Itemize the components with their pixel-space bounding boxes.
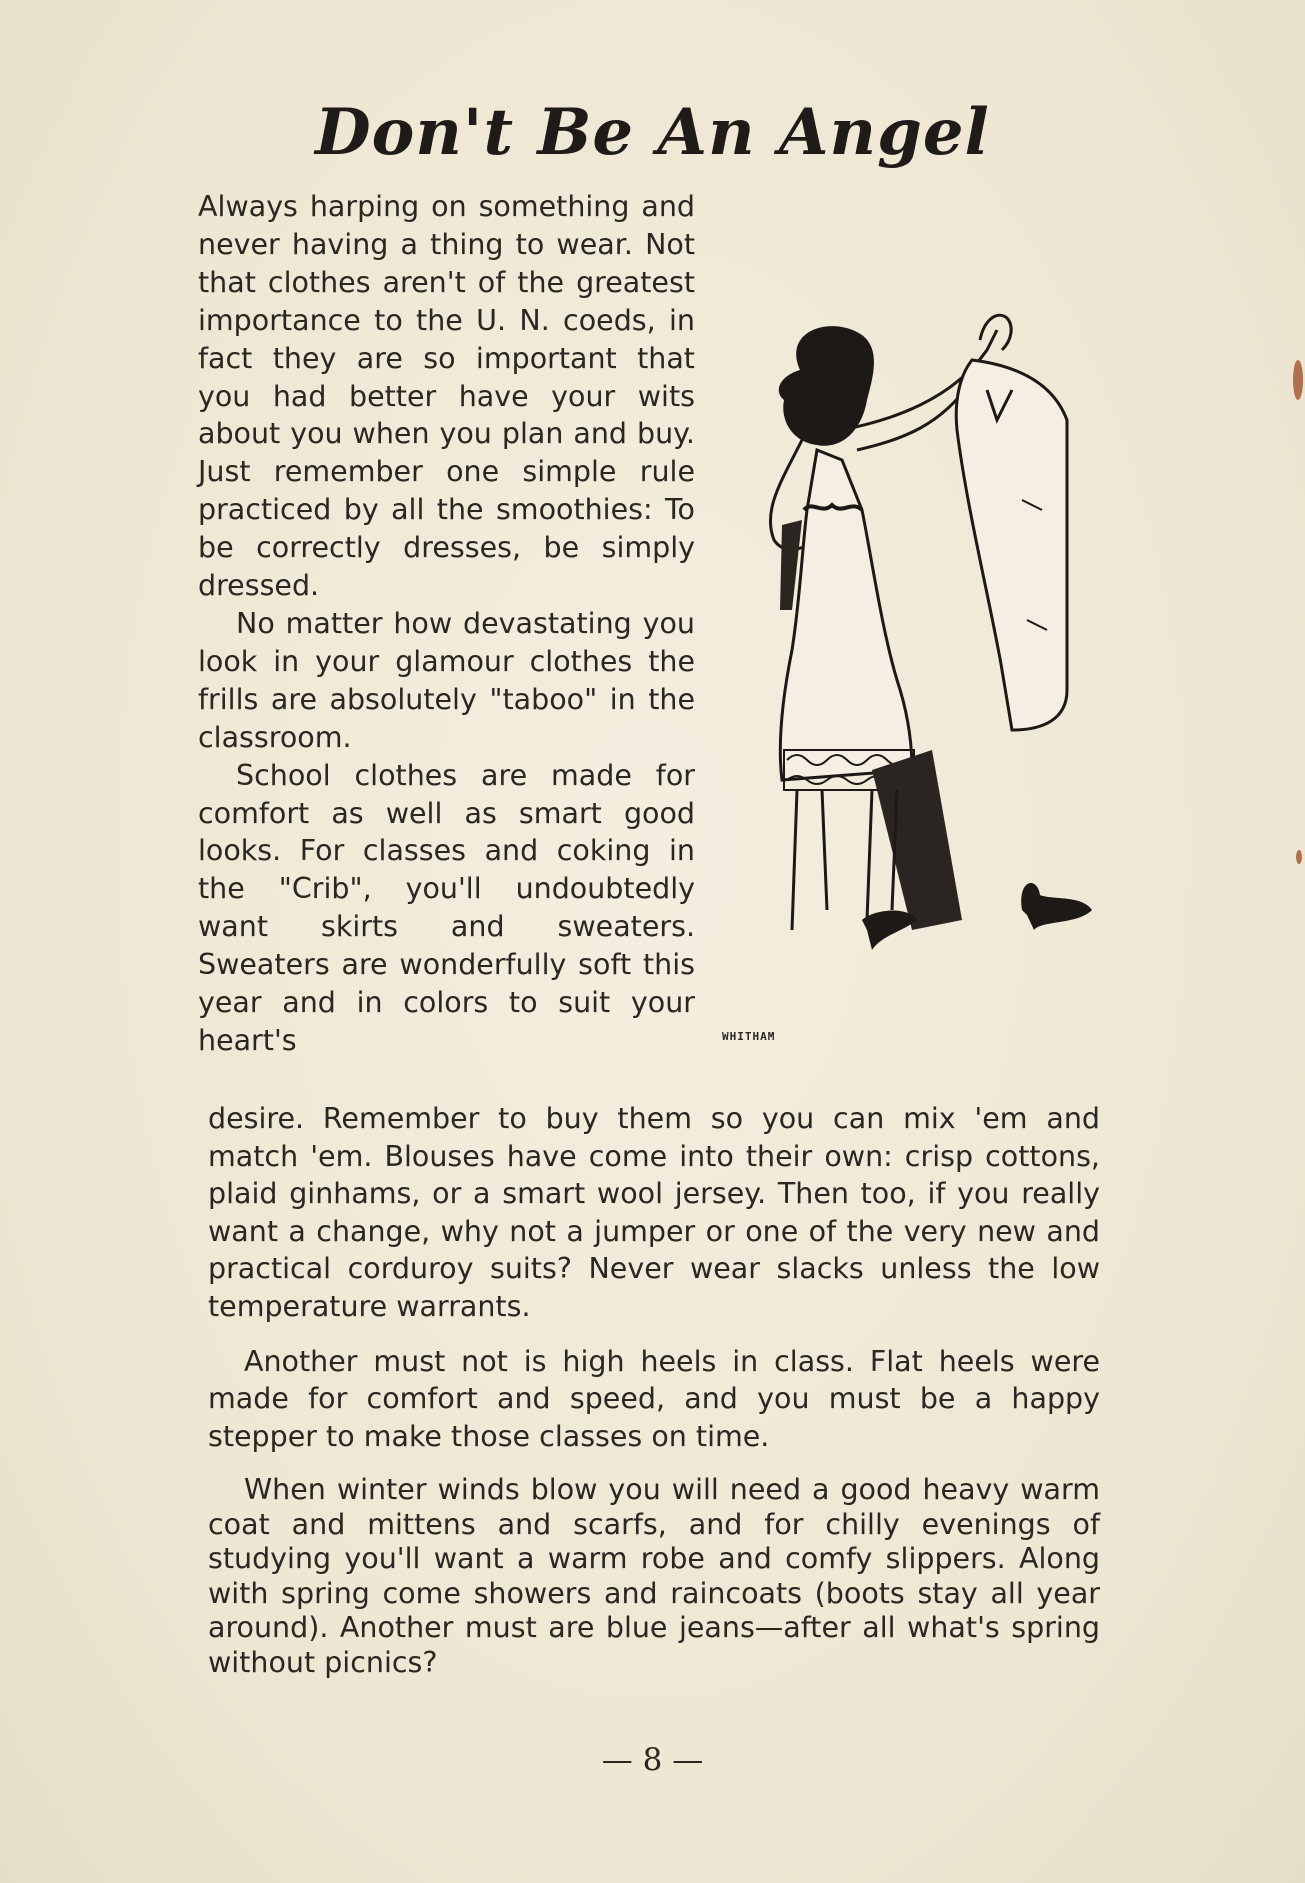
- hair: [779, 326, 874, 446]
- paragraph: desire. Remember to buy them so you can mix 'em and match 'em. Blouses have come into their own: crisp cottons, plaid ginhams, or a smart wool jersey. Then too, if you really want a change, why not a jumper or one of the very new and practical corduroy suits? Never wear slacks unless the low temperature warrants.: [208, 1102, 1100, 1323]
- held-dress: [956, 360, 1067, 730]
- text-full-width: [208, 1100, 1100, 1680]
- paper-stain: [1296, 850, 1302, 864]
- slip: [780, 450, 912, 780]
- page-title: Don't Be An Angel: [315, 95, 990, 170]
- text-column: [198, 188, 695, 1060]
- woman-with-dress-illustration: [722, 310, 1112, 1055]
- paragraph: Always harping on something and never having a thing to wear. Not that clothes aren't of the greatest importance to the U. N. coeds, in fact they are so important that you had better have your wits about you when you plan and buy. Just remember one simple rule practiced by all the smoothies: To be correctly dresses, be simply dressed.: [198, 190, 695, 603]
- page-number: — 8 —: [601, 1742, 704, 1778]
- dark-skirt: [872, 750, 962, 930]
- paragraph: Another must not is high heels in class. Flat heels were made for comfort and speed, and you must be a happy stepper to make those classes on time.: [208, 1344, 1100, 1453]
- paper-stain: [1293, 360, 1303, 400]
- paragraph: No matter how devastating you look in your glamour clothes the frills are absolutely "taboo" in the classroom.: [198, 606, 695, 754]
- artist-signature: WHITHAM: [722, 1030, 776, 1043]
- paragraph: School clothes are made for comfort as well as smart good looks. For classes and coking in the "Crib", you'll undoubtedly want skirts and sweaters. Sweaters are wonderfully soft this year and in colors to suit your heart's: [198, 758, 695, 1057]
- paragraph: When winter winds blow you will need a good heavy warm coat and mittens and scarfs, and for chilly evenings of studying you'll want a warm robe and comfy slippers. Along with spring come showers and raincoats (boots stay all year around). Another must are blue jeans—after all what's spring without picnics?: [208, 1473, 1100, 1679]
- shoe-floor: [1021, 883, 1092, 930]
- shoe-worn: [862, 911, 917, 950]
